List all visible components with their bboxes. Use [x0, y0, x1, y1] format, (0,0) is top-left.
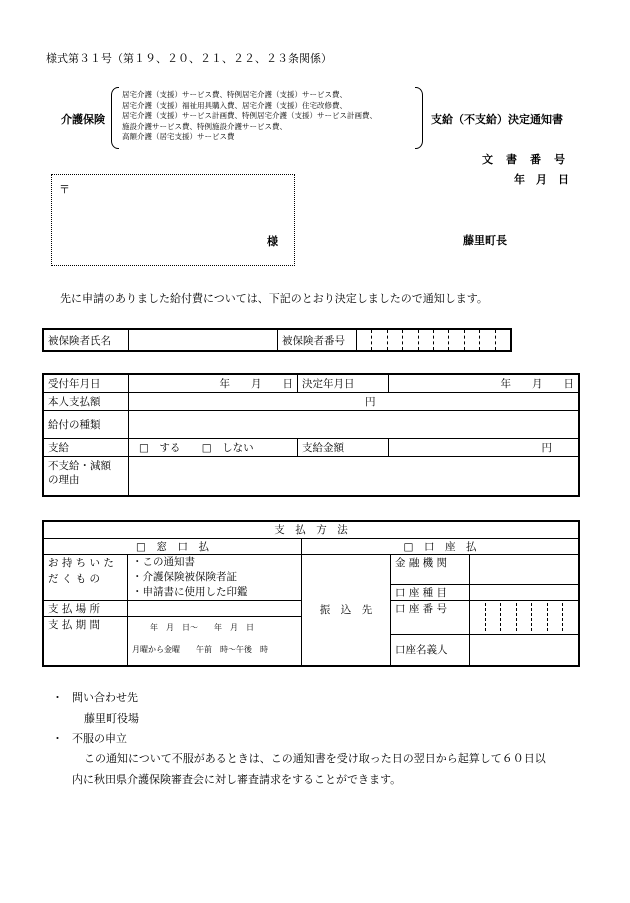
insured-name-label: 被保険者氏名: [43, 329, 129, 351]
bring-item: ・この通知書: [132, 555, 195, 568]
intro-text: 先に申請のありました給付費については、下記のとおり決定しましたので通知します。: [60, 292, 488, 305]
period-label: 支 払 期 間: [43, 616, 128, 666]
insured-number-label: 被保険者番号: [278, 329, 357, 351]
decided-date[interactable]: 年 月 日: [389, 374, 580, 392]
transfer-label: 振 込 先: [302, 554, 391, 666]
issuer: 藤里町長: [463, 234, 507, 247]
insured-table: [42, 328, 512, 352]
bring-item: ・介護保険被保険者証: [132, 570, 237, 583]
service-line: 居宅介護（支援）サービス費、特例居宅介護（支援）サービス費、: [122, 90, 347, 99]
doc-number-label: 文 書 番 号: [482, 153, 566, 166]
form-number: 様式第３１号（第１９、２０、２１、２２、２３条関係）: [46, 52, 332, 65]
reason-label-line-2: の理由: [48, 473, 80, 486]
bank-label: 金 融 機 関: [391, 554, 470, 584]
account-holder-label: 口座名義人: [391, 634, 470, 666]
postal-mark: 〒: [59, 183, 70, 196]
self-pay-value[interactable]: 円: [129, 392, 580, 410]
service-line: 居宅介護（支援）福祉用具購入費、居宅介護（支援）住宅改修費、: [122, 100, 347, 110]
received-label: 受付年月日: [43, 374, 129, 392]
period-hours: 月曜から金曜 午前 時〜午後 時: [132, 644, 268, 654]
appeal-bullet: ・: [52, 732, 63, 745]
self-pay-label: 本人支払額: [43, 392, 129, 410]
benefit-type-value[interactable]: [129, 410, 580, 438]
bank-value[interactable]: [470, 554, 580, 584]
place-label: 支 払 場 所: [43, 600, 128, 616]
document-title: 支給（不支給）決定通知書: [431, 113, 563, 126]
account-number-label: 口 座 番 号: [391, 600, 470, 634]
left-bracket: [111, 87, 119, 149]
option-yes-checkbox[interactable]: □ する: [139, 441, 181, 454]
date-label: 年 月 日: [514, 173, 569, 186]
period-dates: 年 月 日〜 年 月 日: [150, 622, 254, 632]
account-type-label: 口 座 種 目: [391, 584, 470, 600]
appeal-label: 不服の申立: [72, 732, 127, 745]
insured-name-value[interactable]: [129, 329, 278, 351]
payment-label: 支給: [43, 438, 129, 456]
window-payment-option[interactable]: □ 窓 口 払: [43, 538, 302, 554]
reason-value[interactable]: [129, 456, 580, 496]
insured-number-value[interactable]: [357, 329, 512, 351]
account-payment-option[interactable]: □ 口 座 払: [302, 538, 580, 554]
appeal-text-line-1: この通知について不服があるときは、この通知書を受け取った日の翌日から起算して６０日以: [84, 752, 546, 765]
inquiry-office: 藤里町役場: [84, 712, 139, 725]
service-line: 施設介護サービス費、特例施設介護サービス費、: [122, 121, 287, 131]
option-no-checkbox[interactable]: □ しない: [201, 441, 254, 454]
service-line: 居宅介護（支援）サービス計画費、特例居宅介護（支援）サービス計画費、: [122, 111, 377, 120]
decision-table: [42, 373, 580, 497]
bring-items: [128, 554, 302, 600]
bring-label-line-2: だ く も の: [48, 572, 101, 585]
bring-label: [43, 554, 128, 600]
place-value[interactable]: [128, 600, 302, 616]
account-number-value[interactable]: [470, 600, 580, 634]
decided-label: 決定年月日: [298, 374, 389, 392]
service-line: 高額介護（居宅支援）サービス費: [122, 132, 235, 141]
payment-method-table: [42, 520, 580, 667]
header-left-label: 介護保険: [61, 113, 105, 126]
address-box: [51, 174, 295, 266]
service-list: [122, 90, 377, 143]
received-date[interactable]: 年 月 日: [129, 374, 298, 392]
inquiry-bullet: ・: [52, 691, 63, 704]
bring-label-line-1: お 持 ち い た: [48, 556, 114, 569]
account-holder-value[interactable]: [470, 634, 580, 666]
honorific: 様: [267, 235, 278, 248]
inquiry-label: 問い合わせ先: [72, 691, 138, 704]
bring-item: ・申請書に使用した印鑑: [132, 585, 248, 598]
payment-options: [129, 438, 298, 456]
reason-label-line-1: 不支給・減額: [48, 459, 111, 472]
period-value[interactable]: [128, 616, 302, 666]
benefit-type-label: 給付の種類: [43, 410, 129, 438]
amount-value[interactable]: 円: [389, 438, 580, 456]
reason-label: [43, 456, 129, 496]
appeal-text-line-2: 内に秋田県介護保険審査会に対し審査請求をすることができます。: [72, 773, 402, 786]
amount-label: 支給金額: [298, 438, 389, 456]
account-type-value[interactable]: [470, 584, 580, 600]
payment-method-title: 支 払 方 法: [43, 521, 579, 538]
right-bracket: [415, 87, 423, 149]
